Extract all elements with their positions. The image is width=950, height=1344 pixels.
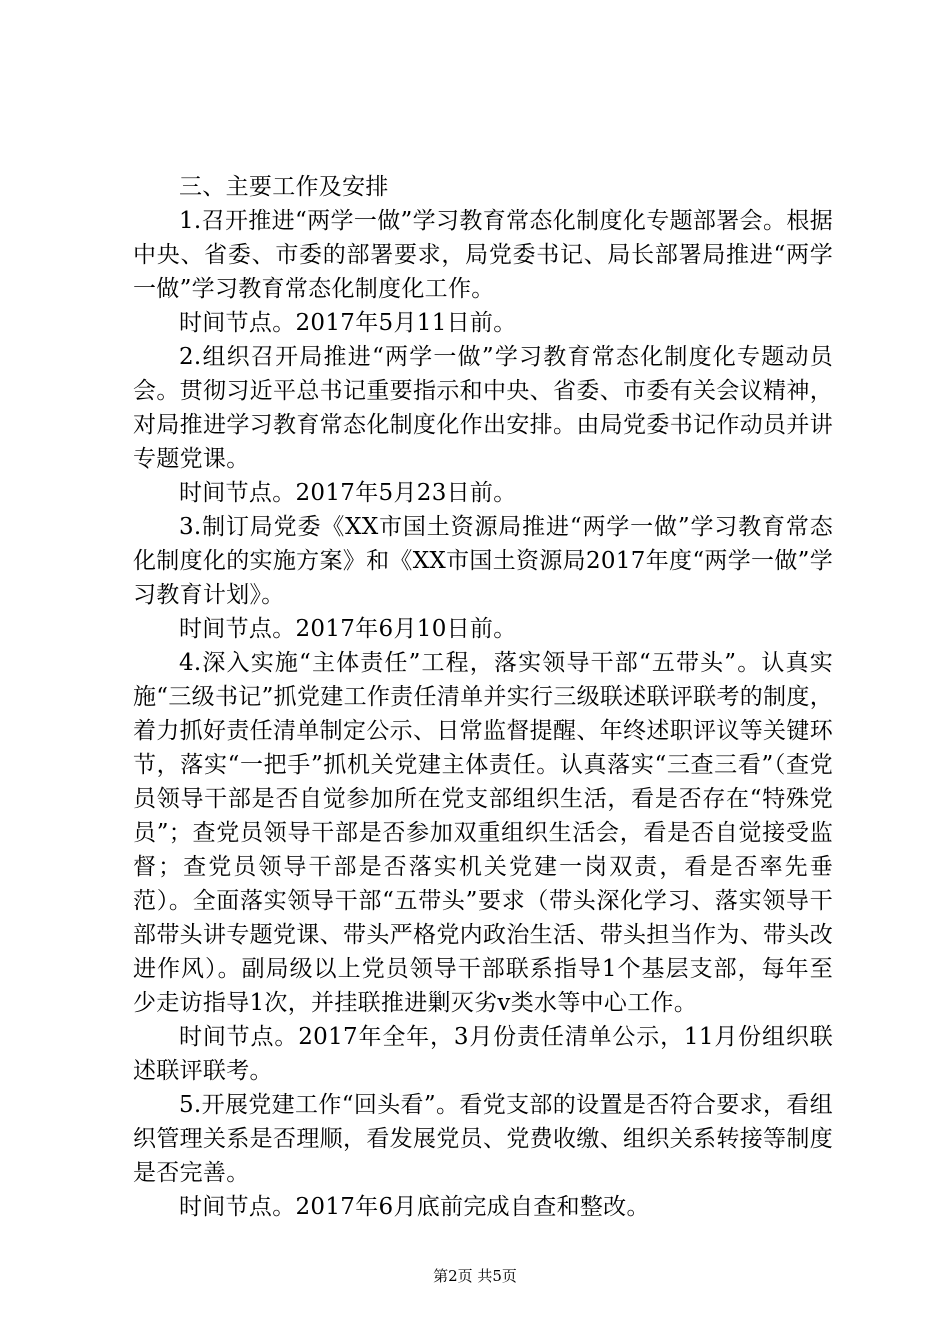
paragraph-timeline-5: 时间节点。2017年6月底前完成自查和整改。 [179, 1194, 650, 1220]
paragraph-item-5: 5.开展党建工作“回头看”。看党支部的设置是否符合要求，看组织管理关系是否理顺，看发展党员、党费收缴、组织关系转接等制度是否完善。 [133, 1092, 833, 1186]
paragraph-item-1: 1.召开推进“两学一做”学习教育常态化制度化专题部署会。根据中央、省委、市委的部署要求，局党委书记、局长部署局推进“两学一做”学习教育常态化制度化工作。 [133, 208, 833, 302]
page-number-footer: 第2页 共5页 [433, 1267, 517, 1285]
paragraph-item-4: 4.深入实施“主体责任”工程，落实领导干部“五带头”。认真实施“三级书记”抓党建工作责任清单并实行三级联述联评联考的制度，着力抓好责任清单制定公示、日常监督提醒、年终述职评议等关键环节，落实“一把手”抓机关党建主体责任。认真落实“三查三看”（查党员领导干部是否自觉参加所在党支部组织生活，看是否存在“特殊党员”；查党员领导干部是否参加双重组织生活会，看是否自觉接受监督；查党员领导干部是否落实机关党建一岗双责，看是否率先垂范）。全面落实领导干部“五带头”要求（带头深化学习、落实领导干部带头讲专题党课、带头严格党内政治生活、带头担当作为、带头改进作风）。副局级以上党员领导干部联系指导1个基层支部，每年至少走访指导1次，并挂联推进剿灭劣v类水等中心工作。 [133, 650, 833, 1016]
paragraph-timeline-1: 时间节点。2017年5月11日前。 [179, 310, 517, 336]
paragraph-item-3: 3.制订局党委《XX市国土资源局推进“两学一做”学习教育常态化制度化的实施方案》和《XX市国土资源局2017年度“两学一做”学习教育计划》。 [133, 514, 833, 608]
paragraph-timeline-3: 时间节点。2017年6月10日前。 [179, 616, 517, 642]
section-heading: 三、主要工作及安排 [179, 174, 389, 200]
paragraph-timeline-2: 时间节点。2017年5月23日前。 [179, 480, 517, 506]
document-body [133, 170, 833, 1224]
paragraph-timeline-4: 时间节点。2017年全年，3月份责任清单公示，11月份组织联述联评联考。 [133, 1024, 833, 1084]
paragraph-item-2: 2.组织召开局推进“两学一做”学习教育常态化制度化专题动员会。贯彻习近平总书记重要指示和中央、省委、市委有关会议精神，对局推进学习教育常态化制度化作出安排。由局党委书记作动员并讲专题党课。 [133, 344, 833, 472]
